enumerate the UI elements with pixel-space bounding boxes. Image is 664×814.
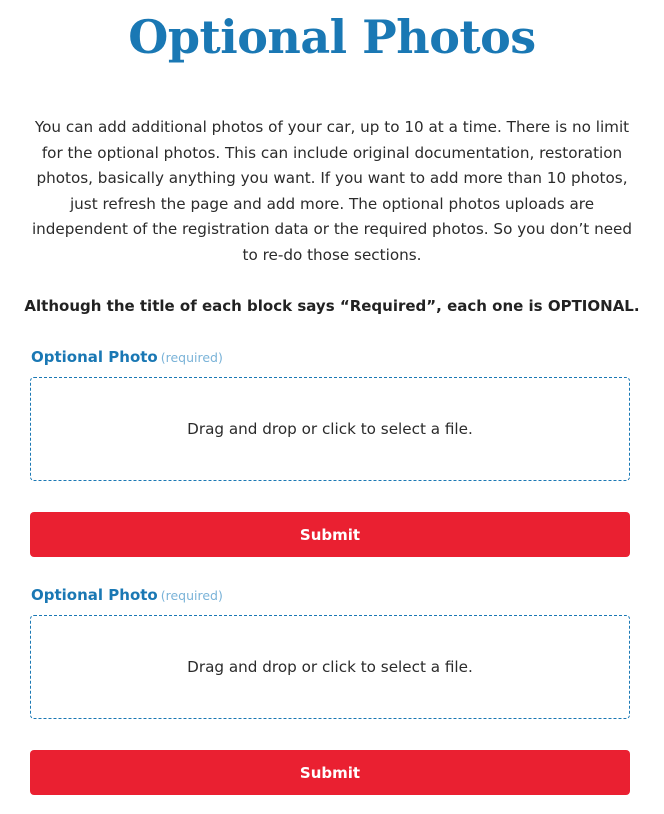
dropzone-text: Drag and drop or click to select a file. — [187, 420, 473, 438]
optional-note: Although the title of each block says “Required”, each one is OPTIONAL. — [24, 297, 640, 315]
upload-label-text: Optional Photo — [31, 348, 158, 366]
file-dropzone-2[interactable] — [30, 615, 630, 719]
required-tag: (required) — [160, 350, 223, 365]
submit-button-1[interactable]: Submit — [30, 512, 630, 557]
dropzone-text: Drag and drop or click to select a file. — [187, 658, 473, 676]
upload-label-2 — [31, 585, 223, 606]
upload-label-text: Optional Photo — [31, 586, 158, 604]
file-dropzone-1[interactable] — [30, 377, 630, 481]
required-tag: (required) — [160, 588, 223, 603]
submit-button-2[interactable]: Submit — [30, 750, 630, 795]
intro-text: You can add additional photos of your car, up to 10 at a time. There is no limit for the optional photos. This can include original documentation, restoration photos, basically anything you want. If you want to add more than 10 photos, just refresh the page and add more. The optional photos uploads are independent of the registration data or the required photos. So you don’t need to re-do those sections. — [31, 118, 633, 264]
upload-label-1 — [31, 347, 223, 368]
page-title: Optional Photos — [128, 10, 536, 64]
